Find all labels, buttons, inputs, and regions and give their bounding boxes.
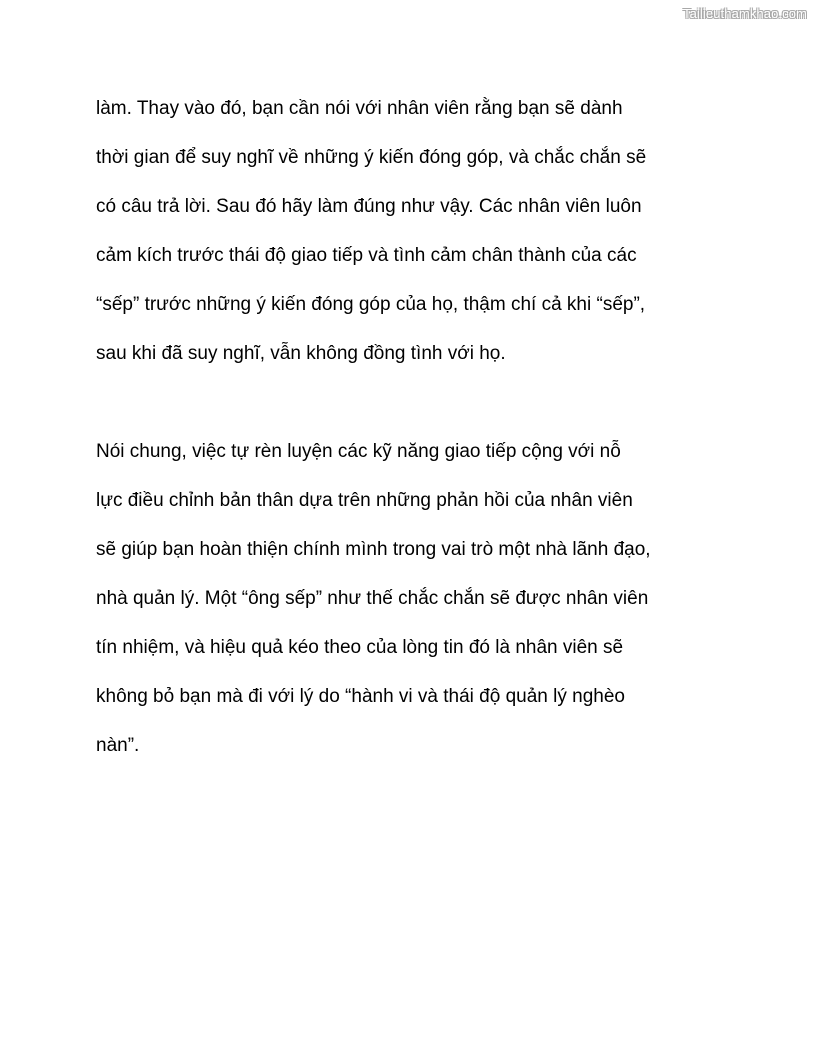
paragraph-line: lực điều chỉnh bản thân dựa trên những phản hồi của nhân viên (96, 490, 633, 511)
paragraph-line: nhà quản lý. Một “ông sếp” như thế chắc chắn sẽ được nhân viên (96, 588, 649, 609)
paragraph-line: thời gian để suy nghĩ về những ý kiến đóng góp, và chắc chắn sẽ (96, 147, 647, 168)
paragraph-line: Nói chung, việc tự rèn luyện các kỹ năng giao tiếp cộng với nỗ (96, 441, 621, 462)
paragraph-line: không bỏ bạn mà đi với lý do “hành vi và thái độ quản lý nghèo (96, 686, 625, 707)
paragraph-line: “sếp” trước những ý kiến đóng góp của họ, thậm chí cả khi “sếp”, (96, 294, 646, 315)
paragraph-line: nàn”. (96, 735, 140, 756)
body-paragraph (96, 84, 736, 378)
paragraph-line: cảm kích trước thái độ giao tiếp và tình cảm chân thành của các (96, 245, 637, 266)
paragraph-line: sau khi đã suy nghĩ, vẫn không đồng tình với họ. (96, 343, 506, 364)
paragraph-line: làm. Thay vào đó, bạn cần nói với nhân viên rằng bạn sẽ dành (96, 98, 623, 119)
paragraph-line: có câu trả lời. Sau đó hãy làm đúng như vậy. Các nhân viên luôn (96, 196, 642, 217)
watermark-text: Tailieuthamkhao.com (682, 6, 807, 21)
body-paragraph (96, 427, 736, 770)
paragraph-line: tín nhiệm, và hiệu quả kéo theo của lòng tin đó là nhân viên sẽ (96, 637, 624, 658)
paragraph-line: sẽ giúp bạn hoàn thiện chính mình trong vai trò một nhà lãnh đạo, (96, 539, 651, 560)
